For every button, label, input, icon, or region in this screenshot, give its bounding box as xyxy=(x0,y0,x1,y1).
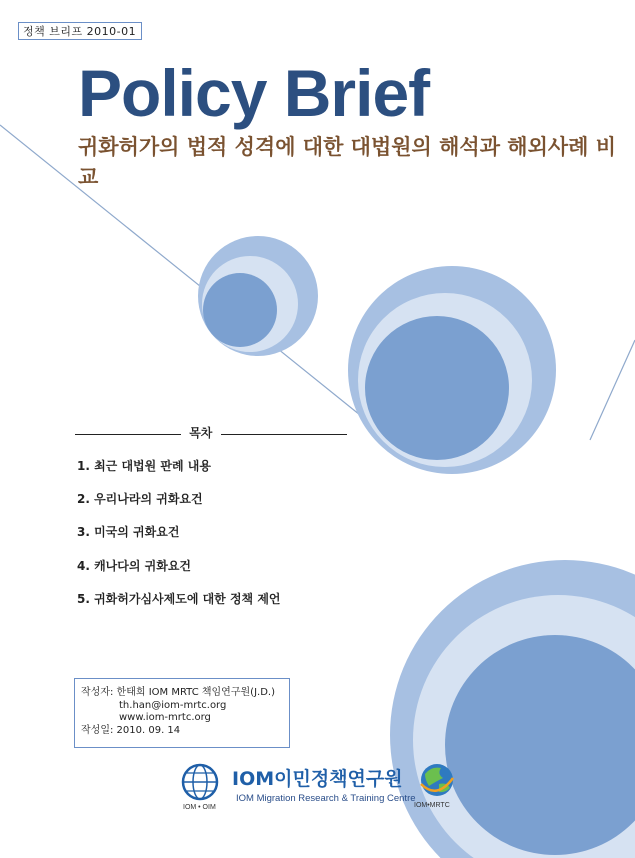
toc-item: 1. 최근 대법원 판례 내용 xyxy=(77,459,211,473)
mrtc-logo-caption: IOM•MRTC xyxy=(414,802,450,809)
author-website[interactable]: www.iom-mrtc.org xyxy=(119,712,211,723)
org-name-english: IOM Migration Research & Training Centre xyxy=(236,793,416,804)
date-value: 2010. 09. 14 xyxy=(116,724,181,736)
org-name-korean: IOM이민정책연구원 xyxy=(232,768,403,790)
page-title: Policy Brief xyxy=(78,56,430,130)
toc-rule-left xyxy=(75,424,181,435)
toc-item: 4. 캐나다의 귀화요건 xyxy=(77,559,192,573)
policy-brief-tag: 정책 브리프 2010-01 xyxy=(18,22,142,40)
page-subtitle: 귀화허가의 법적 성격에 대한 대법원의 해석과 해외사례 비교 xyxy=(78,135,617,189)
toc-rule-right xyxy=(221,424,347,435)
toc-heading-label: 목차 xyxy=(189,426,213,440)
iom-logo-caption: IOM • OIM xyxy=(183,804,216,811)
date-label: 작성일: xyxy=(81,724,114,736)
mrtc-logo xyxy=(417,760,457,800)
toc-item: 3. 미국의 귀화요건 xyxy=(77,525,180,539)
large-circle-group xyxy=(390,560,635,858)
diagonal-line xyxy=(590,340,635,440)
globe-icon xyxy=(417,760,457,800)
author-row xyxy=(81,687,289,700)
medium-circle-group xyxy=(348,266,556,474)
date-row xyxy=(81,725,289,738)
toc-item: 5. 귀화허가심사제도에 대한 정책 제언 xyxy=(77,592,281,606)
small-circle-group xyxy=(198,236,318,356)
iom-logo xyxy=(180,762,220,802)
author-info-box xyxy=(74,678,290,748)
globe-icon xyxy=(180,762,220,802)
toc-heading xyxy=(75,424,347,442)
toc-item: 2. 우리나라의 귀화요건 xyxy=(77,492,203,506)
author-name: 한태희 IOM MRTC 책임연구원(J.D.) xyxy=(116,687,275,698)
author-label: 작성자: xyxy=(81,687,114,698)
author-email[interactable]: th.han@iom-mrtc.org xyxy=(119,699,227,711)
